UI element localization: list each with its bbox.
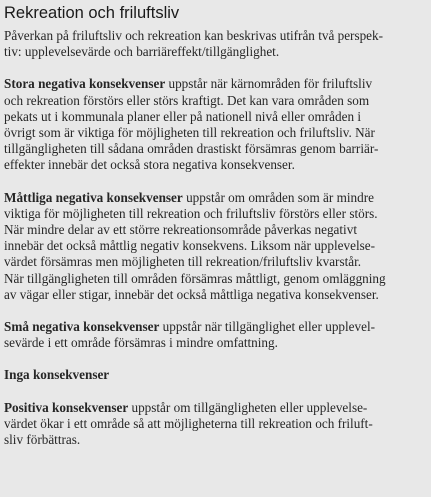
text-positiva: uppstår om tillgängligheten eller upplevelse- värdet ökar i ett område så att möjligheterna till rekreation och friluft- sliv förbättras. xyxy=(4,399,373,448)
text-stora-negativa: uppstår när kärnområden för friluftsliv och rekreation förstörs eller störs kraftigt. Det kan vara områden som pekats ut i kommunala planer eller på nationell nivå eller områden i övrigt som är viktiga för möjligheten till rekreation och friluftsliv. När tillgängligheten till sådana områden drastiskt försämras genom barriär- effekter innebär det också stora negativa konsekvenser. xyxy=(4,76,379,173)
term-positiva: Positiva konsekvenser xyxy=(4,399,129,415)
paragraph-sma-negativa xyxy=(4,319,427,351)
paragraph-stora-negativa xyxy=(4,76,427,173)
intro-paragraph: Påverkan på friluftsliv och rekreation kan beskrivas utifrån två perspek- tiv: upplevelsevärde och barriäreffekt/tillgänglighet. xyxy=(4,28,384,60)
term-inga: Inga konsekvenser xyxy=(4,367,110,383)
box-title: Rekreation och friluftsliv xyxy=(4,4,180,22)
term-mattliga-negativa: Måttliga negativa konsekvenser xyxy=(4,189,183,205)
text-mattliga-negativa: uppstår om områden som är mindre viktiga för möjligheten till rekreation och friluftsliv förstörs eller störs. När mindre delar av ett större rekreationsområde påverkas negativt innebär det också måttlig negativ konsekvens. Liksom när upplevelse- värdet försämras men möjligheten till rekreation/friluftsliv kvarstår. När tillgängligheten till områden försämras måttligt, genom omläggning av vägar eller stigar, innebär det också måttliga negativa konsekvenser. xyxy=(4,189,386,302)
paragraph-positiva xyxy=(4,400,427,449)
term-sma-negativa: Små negativa konsekvenser xyxy=(4,319,160,335)
paragraph-mattliga-negativa xyxy=(4,190,427,303)
paragraph-inga xyxy=(4,367,427,383)
term-stora-negativa: Stora negativa konsekvenser xyxy=(4,76,166,92)
text-sma-negativa: uppstår när tillgänglighet eller upplevel- sevärde i ett område försämras i mindre omfattning. xyxy=(4,319,376,351)
